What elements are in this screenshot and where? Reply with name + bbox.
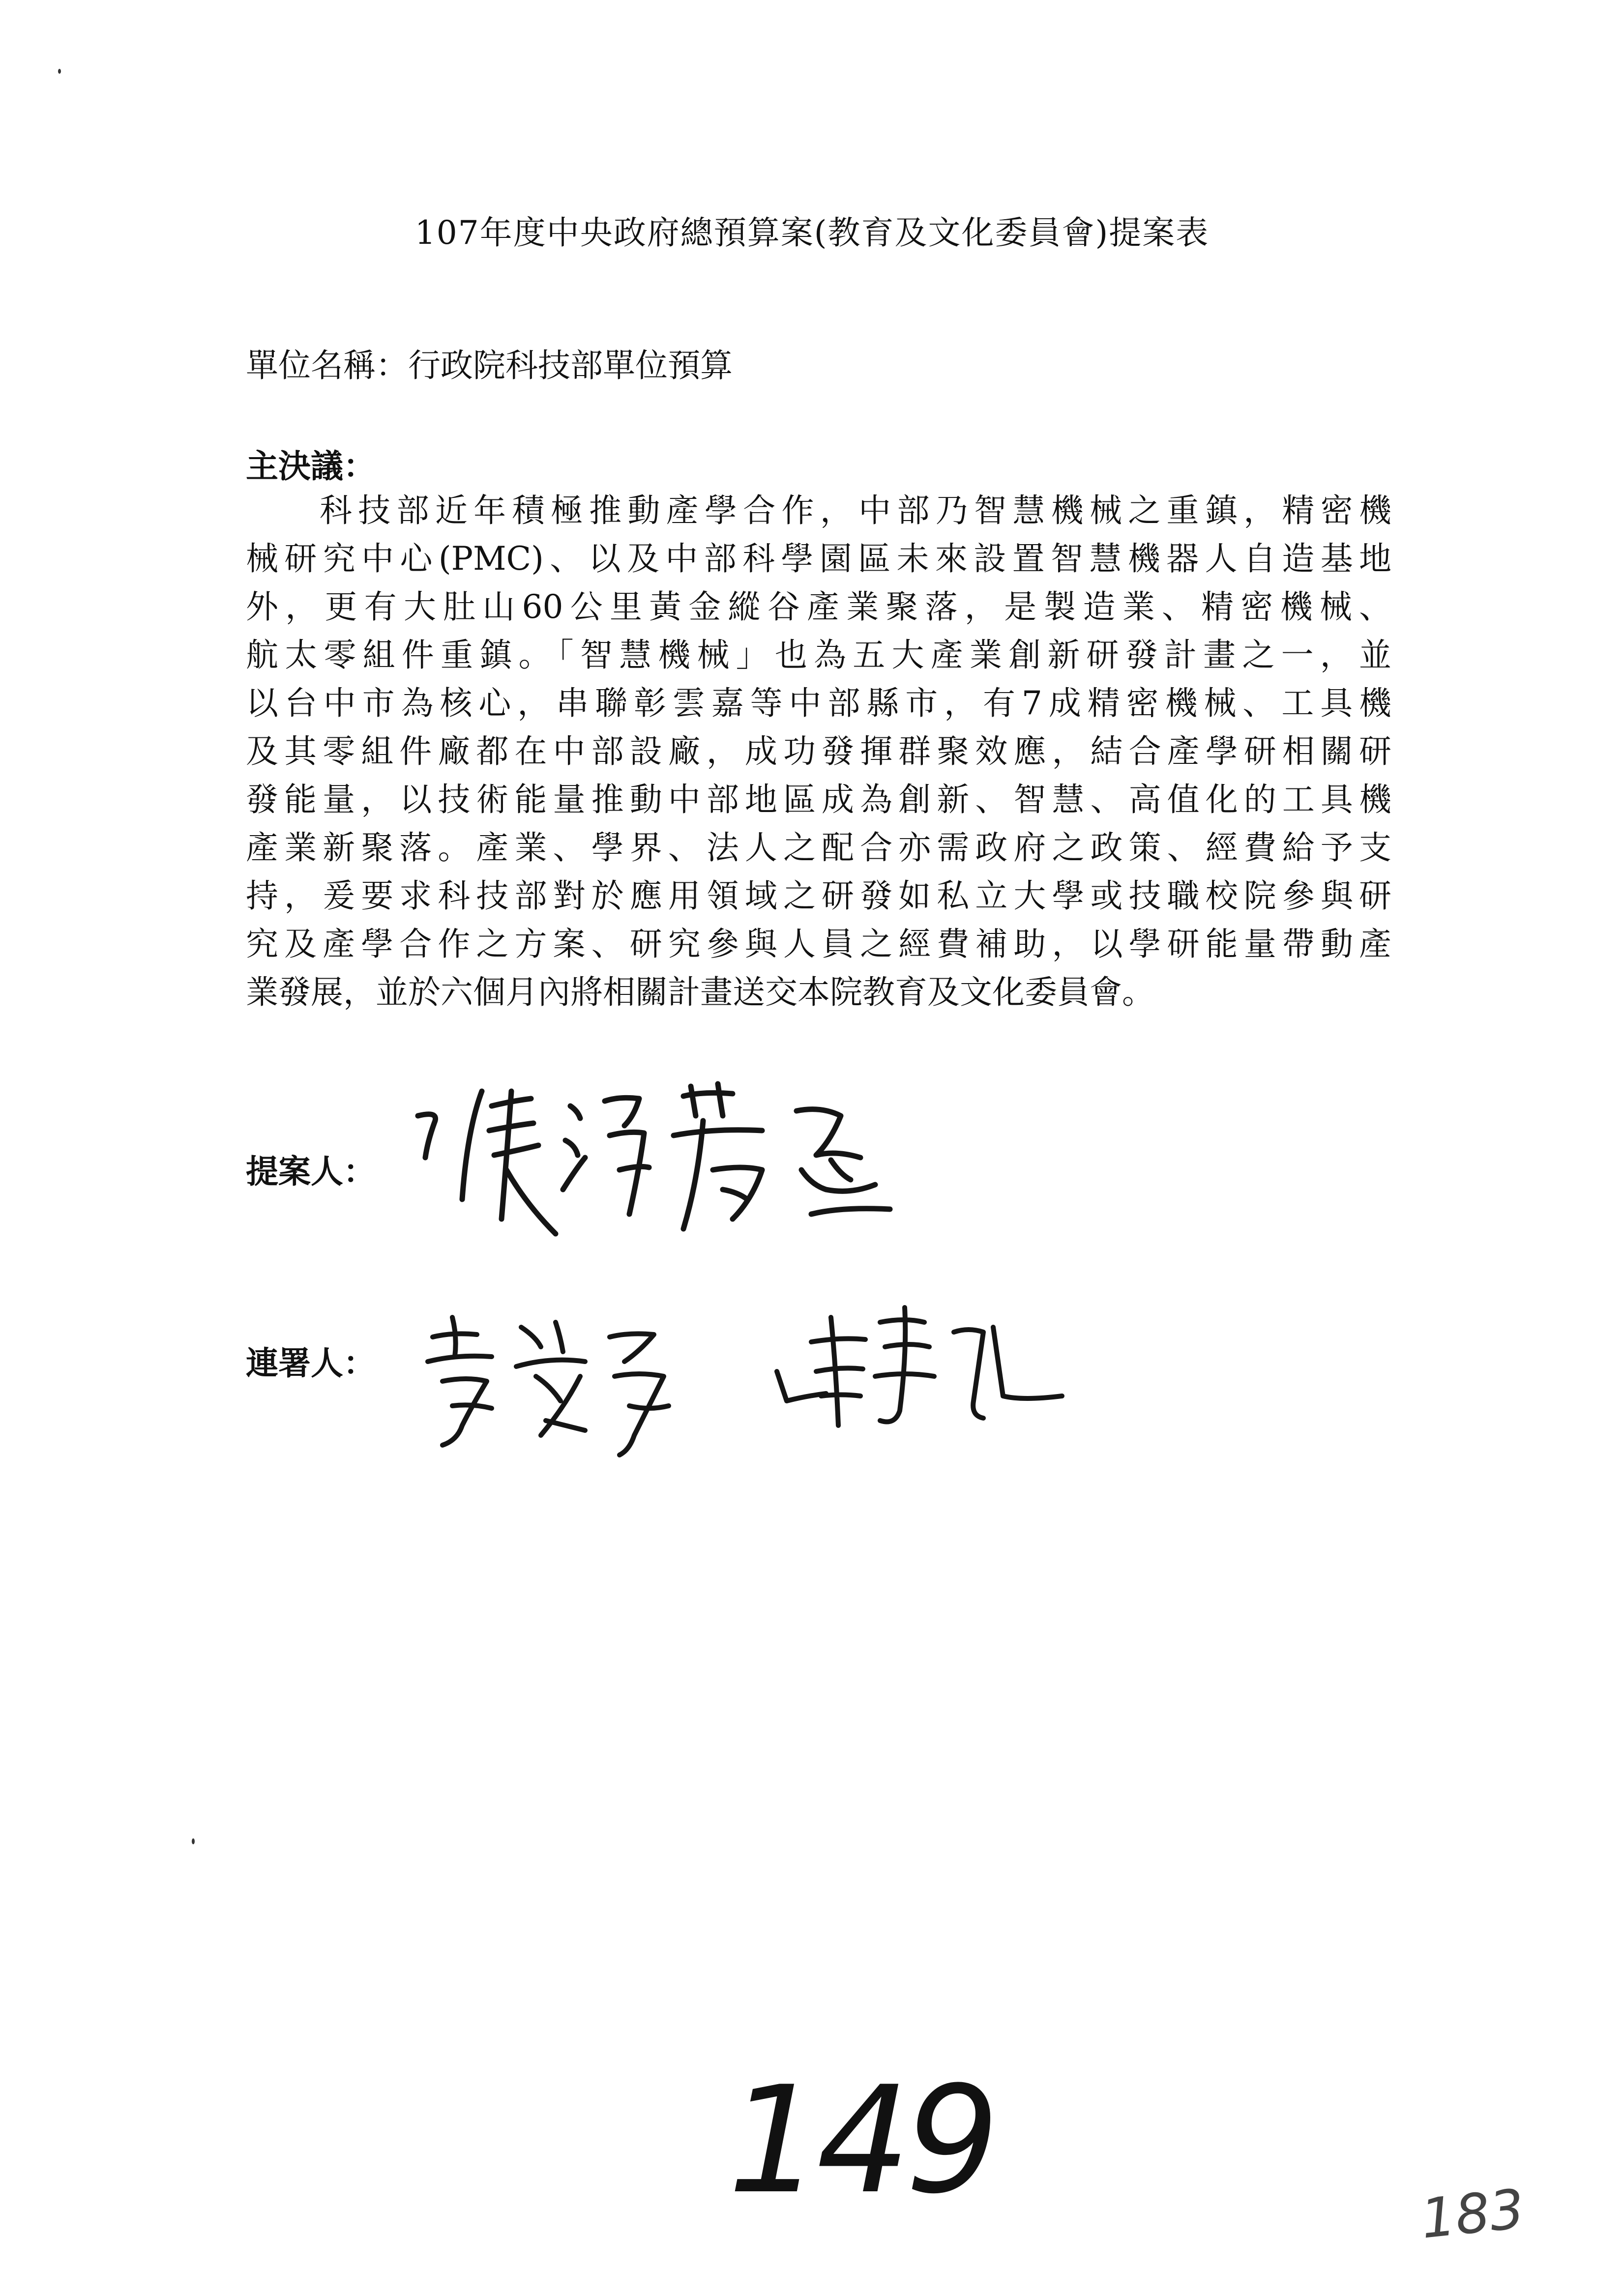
resolution-line: 及其零組件廠都在中部設廠，成功發揮群聚效應，結合產學研相關研 (246, 732, 1391, 770)
unit-name-line: 單位名稱：行政院科技部單位預算 (246, 347, 733, 384)
proposer-signature (408, 1072, 998, 1258)
resolution-line: 業發展，並於六個月內將相關計畫送交本院教育及文化委員會。 (246, 973, 1154, 1011)
cosigner-label: 連署人： (246, 1344, 376, 1382)
cosigner-signature-1 (423, 1308, 698, 1465)
resolution-line: 械研究中心(PMC)、以及中部科學園區未來設置智慧機器人自造基地 (246, 540, 1391, 578)
resolution-line: 外，更有大肚山60公里黃金縱谷產業聚落，是製造業、精密機械、 (246, 588, 1391, 626)
resolution-label: 主決議： (246, 447, 376, 485)
resolution-line: 持，爰要求科技部對於應用領域之研發如私立大學或技職校院參與研 (246, 877, 1391, 915)
cosigner-signature-2 (767, 1298, 1072, 1445)
handwritten-page-number: 149 (728, 2055, 995, 2226)
resolution-line: 發能量，以技術能量推動中部地區成為創新、智慧、高值化的工具機 (246, 781, 1391, 818)
resolution-line: 航太零組件重鎮。「智慧機械」也為五大產業創新研發計畫之一，並 (246, 636, 1391, 674)
proposer-label: 提案人： (246, 1152, 376, 1191)
resolution-line: 以台中市為核心，串聯彰雲嘉等中部縣市，有7成精密機械、工具機 (246, 684, 1391, 722)
resolution-line: 究及產學合作之方案、研究參與人員之經費補助，以學研能量帶動產 (246, 925, 1391, 963)
document-title: 107年度中央政府總預算案(教育及文化委員會)提案表 (414, 214, 1210, 252)
handwritten-margin-note: 183 (1417, 2177, 1528, 2251)
resolution-body (246, 487, 1391, 1017)
scan-speck (58, 69, 61, 74)
resolution-line: 產業新聚落。產業、學界、法人之配合亦需政府之政策、經費給予支 (246, 829, 1391, 867)
scan-speck (192, 1838, 195, 1844)
resolution-line: 科技部近年積極推動產學合作，中部乃智慧機械之重鎮，精密機 (320, 492, 1391, 529)
